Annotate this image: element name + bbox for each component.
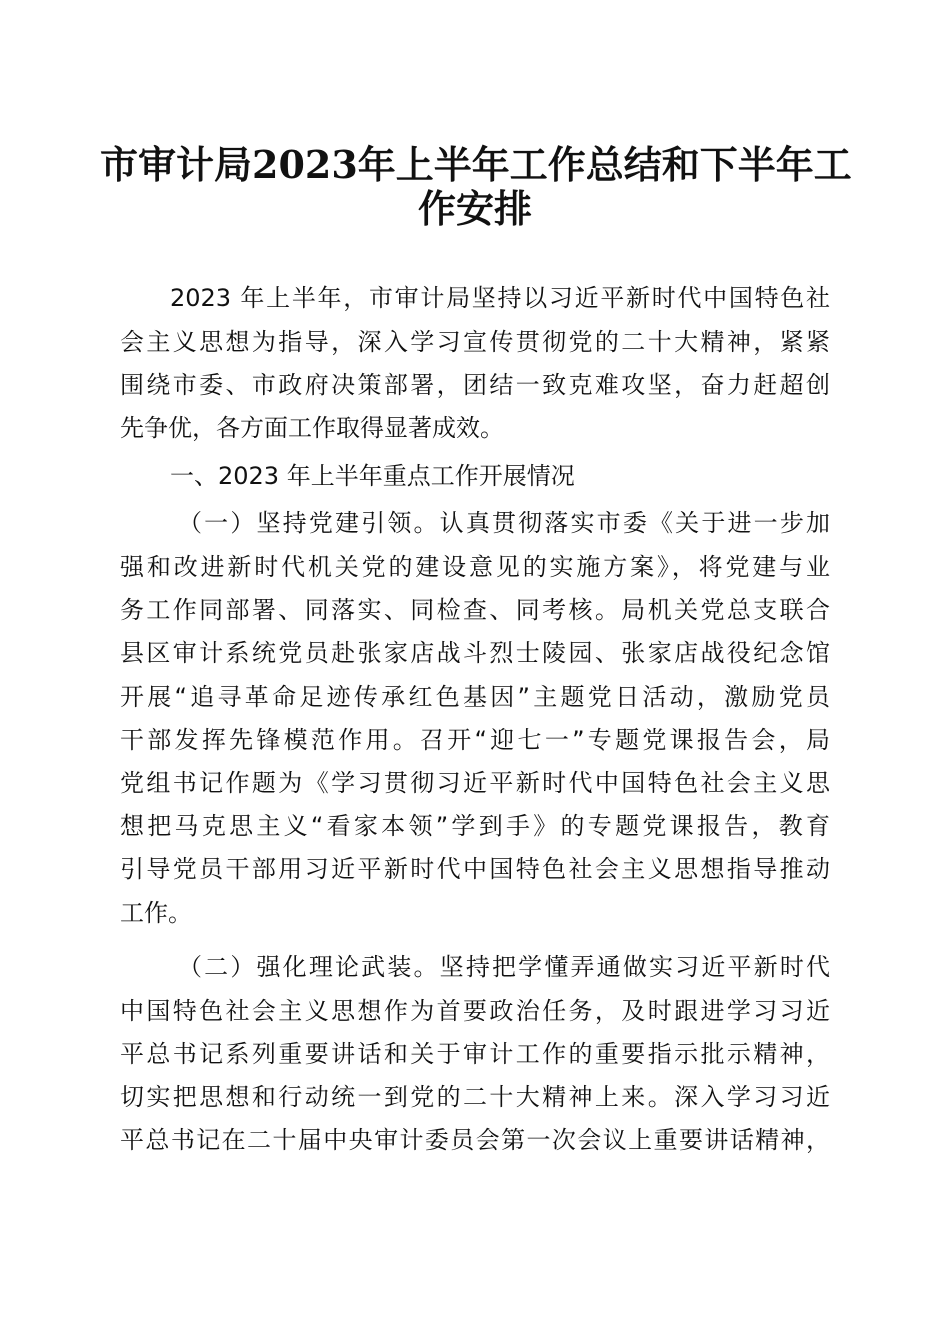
item1-line: 强和改进新时代机关党的建设意见的实施方案》，将党建与业: [120, 553, 830, 581]
intro-line: 先争优，各方面工作取得显著成效。: [120, 414, 504, 442]
intro-line: 会主义思想为指导，深入学习宣传贯彻党的二十大精神，紧紧: [120, 328, 830, 356]
item1-line: 县区审计系统党员赴张家店战斗烈士陵园、张家店战役纪念馆: [120, 639, 830, 667]
item1-line: 想把马克思主义“看家本领”学到手》的专题党课报告，教育: [120, 812, 830, 840]
item1-line: 引导党员干部用习近平新时代中国特色社会主义思想指导推动: [120, 855, 830, 883]
item1-line: 务工作同部署、同落实、同检查、同考核。局机关党总支联合: [120, 596, 830, 624]
intro-line: 2023 年上半年，市审计局坚持以习近平新时代中国特色社: [170, 284, 830, 312]
intro-line: 围绕市委、市政府决策部署，团结一致克难攻坚，奋力赶超创: [120, 371, 830, 399]
item2-line: 中国特色社会主义思想作为首要政治任务，及时跟进学习习近: [120, 997, 830, 1025]
item2-line: 切实把思想和行动统一到党的二十大精神上来。深入学习习近: [120, 1083, 830, 1111]
item1-line: 干部发挥先锋模范作用。召开“迎七一”专题党课报告会，局: [120, 726, 830, 754]
item2-line: 平总书记在二十届中央审计委员会第一次会议上重要讲话精神，: [120, 1126, 830, 1154]
section-heading: 一、2023 年上半年重点工作开展情况: [170, 462, 575, 490]
item1-line: 党组书记作题为《学习贯彻习近平新时代中国特色社会主义思: [120, 769, 830, 797]
item2-line: 平总书记系列重要讲话和关于审计工作的重要指示批示精神，: [120, 1040, 830, 1068]
item1-line: 开展“追寻革命足迹传承红色基因”主题党日活动，激励党员: [120, 683, 830, 711]
item1-line: 工作。: [120, 899, 192, 927]
document-title-line-2: 作安排: [417, 186, 532, 231]
item1-line: （一）坚持党建引领。认真贯彻落实市委《关于进一步加: [178, 509, 830, 537]
item2-line: （二）强化理论武装。坚持把学懂弄通做实习近平新时代: [178, 953, 830, 981]
document-title-line-1: 市审计局2023年上半年工作总结和下半年工: [100, 142, 852, 187]
